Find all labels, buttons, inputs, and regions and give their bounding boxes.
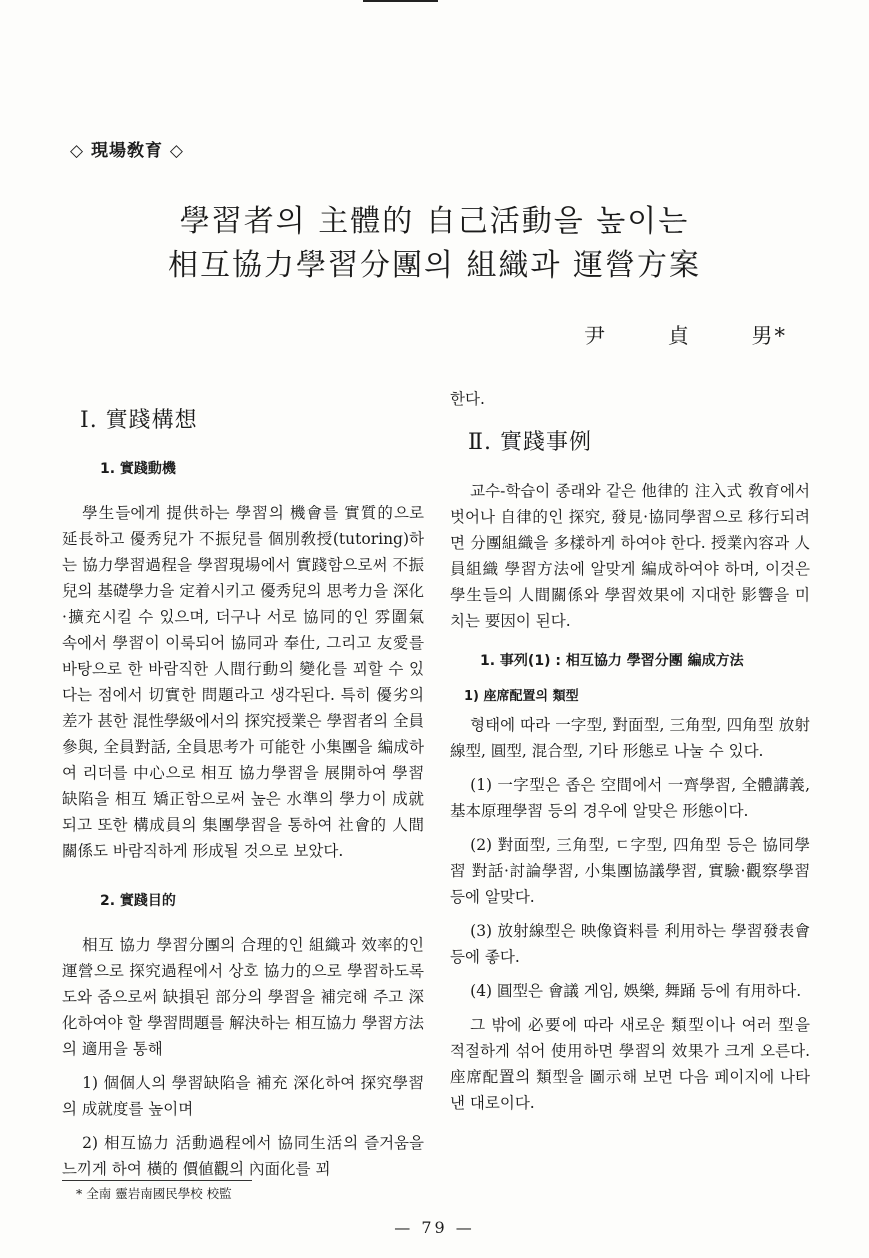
left-column xyxy=(62,398,424,1182)
practice-intro-paragraph: 교수-학습이 종래와 같은 他律的 注入式 敎育에서 벗어나 自律的인 探究, 發見·協同學習으로 移行되려면 分團組織을 多樣하게 하여야 한다. 授業內容과 人員組織 學習方法에 알맞게 編成하여야 하며, 이것은 學生들의 人間關係와 學習效果에 지대한 影響을 미치는 要因이 된다. xyxy=(450,482,810,630)
subsection-heading-purpose: 2. 實踐目的 xyxy=(100,893,176,909)
continued-text: 한다. xyxy=(450,390,485,408)
title-line-2: 相互協力學習分團의 組織과 運營方案 xyxy=(167,248,702,283)
article-title xyxy=(0,200,869,288)
section-tag: ◇ 現場敎育 ◇ xyxy=(70,141,184,161)
purpose-paragraph: 相互 協力 學習分團의 合理的인 組織과 效率的인 運營으로 探究過程에서 상호 協力的으로 學習하도록 도와 줌으로써 缺損된 部分의 學習을 補完해 주고 深化하여야 할 學習問題를 解決하는 相互協力 學習方法의 適用을 통해 xyxy=(62,936,424,1058)
case-heading: 1. 事列(1) : 相互協力 學習分團 編成方法 xyxy=(480,653,744,669)
page-number: — 79 — xyxy=(394,1218,475,1237)
seat-type-item-2: (2) 對面型, 三角型, ㄷ字型, 四角型 등은 協同學習 對話·討論學習, 小集團協議學習, 實驗·觀察學習 등에 알맞다. xyxy=(450,836,810,906)
seat-type-item-1: (1) 一字型은 좁은 空間에서 一齊學習, 全體講義, 基本原理學習 등의 경우에 알맞은 形態이다. xyxy=(450,776,810,820)
section-heading-2: Ⅱ. 實踐事例 xyxy=(468,430,592,455)
footnote-rule xyxy=(62,1180,252,1181)
seat-type-item-3: (3) 放射線型은 映像資料를 利用하는 學習發表會 등에 좋다. xyxy=(450,922,810,966)
footnote: * 全南 靈岩南國民學校 校監 xyxy=(76,1186,232,1201)
purpose-item-1: 1) 個個人의 學習缺陷을 補充 深化하여 探究學習의 成就度를 높이며 xyxy=(62,1074,424,1118)
seat-type-item-4: (4) 圓型은 會議 게임, 娛樂, 舞踊 등에 有用하다. xyxy=(470,982,802,1000)
author: 尹 貞 男* xyxy=(584,324,787,348)
motive-paragraph: 學生들에게 提供하는 學習의 機會를 實質的으로 延長하고 優秀兒가 不振兒를 個別敎授(tutoring)하는 協力學習過程을 學習現場에서 實踐함으로써 不振兒의 基礎學力을 定着시키고 優秀兒의 思考力을 深化·擴充시킬 수 있으며, 더구나 서로 協同的인 雰圍氣 속에서 學習이 이룩되어 協同과 奉仕, 그리고 友愛를 바탕으로 한 바람직한 人間行動의 變化를 꾀할 수 있다는 점에서 切實한 問題라고 생각된다. 특히 優劣의 差가 甚한 混性學級에서의 探究授業은 學習者의 全員參與, 全員對話, 全員思考가 可能한 小集團을 編成하여 리더를 中心으로 相互 協力學習을 展開하여 學習缺陷을 相互 矯正함으로써 높은 水準의 學力이 成就되고 또한 構成員의 集團學習을 통하여 社會的 人間關係도 바람직하게 形成될 것으로 보았다. xyxy=(62,504,424,860)
purpose-item-2: 2) 相互協力 活動過程에서 協同生活의 즐거움을 느끼게 하여 橫的 價値觀의 內面化를 꾀 xyxy=(62,1134,424,1178)
right-column xyxy=(450,386,810,1116)
seat-type-paragraph: 형태에 따라 一字型, 對面型, 三角型, 四角型 放射線型, 圓型, 混合型, 기타 形態로 나눌 수 있다. xyxy=(450,716,810,760)
top-rule xyxy=(363,0,438,2)
title-line-1: 學習者의 主體的 自己活動을 높이는 xyxy=(179,204,690,239)
closing-paragraph: 그 밖에 必要에 따라 새로운 類型이나 여러 型을 적절하게 섞어 使用하면 學習의 效果가 크게 오른다. 座席配置의 類型을 圖示해 보면 다음 페이지에 나타낸 대로이다. xyxy=(450,1016,810,1112)
section-heading-1: Ⅰ. 實踐構想 xyxy=(80,408,198,433)
subsection-heading-motive: 1. 實踐動機 xyxy=(100,461,176,477)
seat-type-heading: 1) 座席配置의 類型 xyxy=(464,689,579,704)
